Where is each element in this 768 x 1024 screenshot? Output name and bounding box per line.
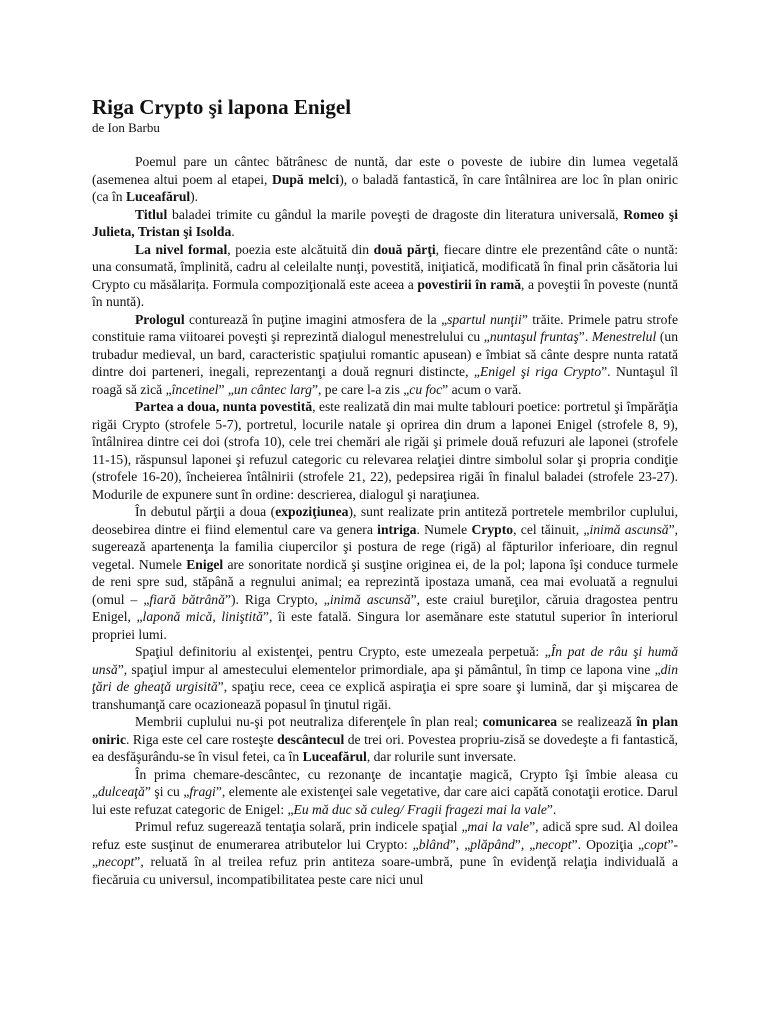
- italic-quote: fiară bătrână: [149, 591, 225, 607]
- italic-quote: inimă ascunsă: [589, 521, 669, 537]
- text-run: ”, „: [514, 836, 536, 852]
- text-run: . Riga este cel care rosteşte: [125, 731, 278, 747]
- text-run: Membrii cuplului nu-şi pot neutraliza diferenţele în plan real;: [135, 714, 483, 729]
- text-run: ”. Opoziţia „: [571, 836, 645, 852]
- paragraph: [92, 713, 678, 766]
- bold-text: La nivel formal: [135, 241, 228, 257]
- italic-quote: fragi: [189, 784, 216, 799]
- text-run: ”, spaţiul impur al amestecului elementelor primordiale, apa şi pământul, în timp ce lapona vine „: [117, 661, 661, 677]
- text-run: Spaţiul definitoriu al existenţei, pentru Crypto, este umezeala perpetuă: „: [135, 644, 551, 659]
- text-run: are sonoritate nordică şi susţine originea ei, de la pol; lapona îşi conduce turmele de reni spre sud, stăpână a regnului animal; ea reprezintă ipostaza umană, cea mai evoluată a regnului (omul – „: [92, 556, 678, 607]
- bold-text: expoziţiunea: [275, 504, 349, 519]
- italic-quote: cu foc: [409, 381, 443, 397]
- italic-quote: copt: [644, 836, 668, 852]
- text-run: , fiecare dintre ele prezentând câte o nuntă: una consumată, împlinită, cadru al celeilalte nunţi, povestită, iniţiatică, modificată în final prin căsătoria lui Crypto cu măsălarița. Formula compoziţională este aceea a: [92, 241, 679, 292]
- paragraph: [92, 503, 678, 643]
- text-run: ”, „: [449, 836, 471, 852]
- text-run: ”, îi este fatală. Singura lor asemănare este statutul superior în interiorul propriei lumi.: [92, 609, 678, 642]
- text-run: ” acum o vară.: [442, 381, 522, 397]
- italic-quote: mai la vale: [467, 819, 530, 834]
- italic-quote: Menestrelul: [591, 329, 657, 344]
- text-run: ” trăite. Primele patru strofe constituie rama viitoarei poveşti şi reprezintă dialogul menestrelului cu „: [92, 311, 678, 344]
- bold-text: Luceafărul: [125, 189, 191, 204]
- document-page: [92, 94, 678, 888]
- bold-text: povestirii în ramă: [417, 276, 522, 292]
- text-run: , poezia este alcătuită din: [227, 241, 374, 257]
- italic-quote: necopt: [535, 836, 572, 852]
- italic-quote: un cântec larg: [233, 381, 312, 397]
- text-run: ”. Nuntaşul îl roagă să zică „: [92, 364, 678, 397]
- text-run: se realizează: [557, 714, 637, 729]
- text-run: . Numele: [416, 521, 472, 537]
- italic-quote: necopt: [98, 854, 135, 869]
- bold-text: Prologul: [135, 311, 185, 327]
- text-run: ”, este craiul bureţilor, căruia dragostea pentru Enigel, „: [92, 591, 678, 624]
- italic-quote: dulceaţă: [98, 784, 145, 799]
- bold-text: intriga: [377, 521, 417, 537]
- bold-text: descântecul: [277, 731, 345, 747]
- author-line: de Ion Barbu: [92, 120, 160, 135]
- paragraph: [92, 398, 678, 503]
- text-run: ”-„: [92, 836, 678, 869]
- text-run: , cel tăinuit, „: [513, 521, 590, 537]
- italic-quote: În pat de râu şi humă unsă: [92, 644, 678, 677]
- paragraph: [92, 643, 678, 713]
- italic-quote: Eu mă duc să culeg/ Fragii fragezi mai la vale: [293, 801, 547, 817]
- bold-text: Luceafărul: [302, 749, 367, 764]
- bold-text: Crypto: [471, 521, 514, 537]
- bold-text: După melci: [271, 171, 340, 187]
- bold-text: comunicarea: [482, 714, 558, 729]
- text-run: , dar rolurile sunt inversate.: [366, 749, 517, 764]
- paragraph: [92, 153, 678, 206]
- document-body: [92, 153, 678, 888]
- bold-text: Partea a doua, nunta povestită: [135, 399, 313, 414]
- text-run: (un trubadur medieval, un bard, caracteristic spaţiului romantic apusean) e îmbiat să cânte despre nunta ratată dintre doi parteneri, inegali, reprezentanţi a două regnuri distincte, „: [92, 329, 678, 379]
- bold-text: Romeo şi Julieta, Tristan şi Isolda: [92, 206, 678, 239]
- italic-quote: blând: [418, 836, 450, 852]
- text-run: ), sunt realizate prin antiteză portretele membrilor cuplului, deosebirea dintre ei fiind elementul care va genera: [92, 504, 679, 537]
- italic-quote: încetinel: [171, 381, 219, 397]
- bold-text: două părţi: [373, 241, 436, 257]
- text-run: În prima chemare-descântec, cu rezonanţe de incantaţie magică, Crypto îşi îmbie aleasa cu „: [92, 766, 678, 799]
- bold-text: în plan oniric: [92, 714, 678, 747]
- text-run: conturează în puţine imagini atmosfera de la „: [184, 311, 448, 327]
- text-run: ”.: [546, 801, 557, 817]
- paragraph: [92, 241, 678, 311]
- text-run: .: [231, 224, 235, 239]
- text-run: ”, reluată în al treilea refuz prin antiteza soare-umbră, pune în evidenţă relaţia individuală a fiecăruia cu universul, incompatibilitatea peste care nici unul: [92, 854, 678, 887]
- italic-quote: laponă mică, liniştită: [142, 609, 263, 624]
- text-run: , este realizată din mai multe tablouri poetice: portretul şi împărăţia rigăi Crypto (strofele 5-7), portretul, locurile natale şi oprirea din drum a laponei Enigel (strofele 8, 9), întâlnirea dintre cei doi (strofa 10), cele trei chemări ale rigăi şi primele două refuzuri ale laponei (strofele 11-15), răspunsul laponei şi refuzul categoric cu relevarea relaţiei dintre simbolul solar şi propria condiţie (strofele 16-20), încheierea întâlnirii (strofele 21, 22), pedepsirea rigăi în finalul baladei (strofele 23-27). Modurile de expunere sunt în ordine: descrierea, dialogul şi naraţiunea.: [92, 399, 678, 502]
- text-run: ”, sugerează apartenenţa la familia ciupercilor şi postura de rege (rigă) al făpturilor inferioare, din regnul vegetal. Numele: [92, 521, 678, 572]
- text-run: de trei ori. Povestea propriu-zisă se dovedeşte a fi fantastică, ea desfăşurându-se în visul fetei, ca în: [92, 731, 679, 764]
- text-run: ” „: [218, 381, 234, 397]
- document-title: Riga Crypto şi lapona Enigel: [92, 95, 352, 119]
- paragraph: [92, 818, 678, 888]
- bold-text: Titlul: [135, 206, 168, 222]
- italic-quote: spartul nunţii: [447, 311, 522, 327]
- text-run: ), o baladă fantastică, în care întâlnirea are loc în plan oniric (ca în: [92, 171, 678, 204]
- bold-text: Enigel: [186, 556, 224, 572]
- text-run: ” şi cu „: [144, 784, 190, 799]
- italic-quote: plăpând: [470, 836, 515, 852]
- italic-quote: Enigel şi riga Crypto: [479, 364, 602, 379]
- paragraph: [92, 206, 678, 241]
- italic-quote: inimă ascunsă: [329, 591, 411, 607]
- text-run: ”.: [578, 329, 592, 344]
- italic-quote: din ţări de gheaţă urgisită: [92, 661, 678, 694]
- text-run: În debutul părţii a doua (: [135, 504, 276, 519]
- paragraph: [92, 311, 678, 399]
- text-run: ”, pe care l-a zis „: [311, 381, 410, 397]
- text-run: ”, adică spre sud. Al doilea refuz este susţinut de enumerarea atributelor lui Crypto: „: [92, 819, 678, 852]
- italic-quote: nuntaşul fruntaş: [489, 329, 579, 344]
- text-run: ”, spaţiu rece, ceea ce explică aspiraţia ei spre soare şi lumină, dar şi mişcarea de transhumanţă care ocazionează popasul în ţinutul rigăi.: [92, 679, 678, 712]
- text-run: ”). Riga Crypto, „: [224, 591, 330, 607]
- paragraph: [92, 766, 678, 819]
- text-run: baladei trimite cu gândul la marile poveşti de dragoste din literatura universală,: [167, 206, 624, 222]
- text-run: , a poveştii în poveste (nuntă în nuntă).: [92, 276, 679, 309]
- text-run: Primul refuz sugerează tentaţia solară, prin indicele spaţial „: [135, 819, 468, 834]
- text-run: ”, elemente ale existenţei sale vegetative, dar care aici capătă conotaţii erotice. Darul lui este refuzat categoric de Enigel: „: [92, 784, 678, 817]
- text-run: Poemul pare un cântec bătrânesc de nuntă, dar este o poveste de iubire din lumea vegetală (asemenea altui poem al etapei,: [92, 154, 678, 187]
- text-run: ).: [190, 189, 199, 204]
